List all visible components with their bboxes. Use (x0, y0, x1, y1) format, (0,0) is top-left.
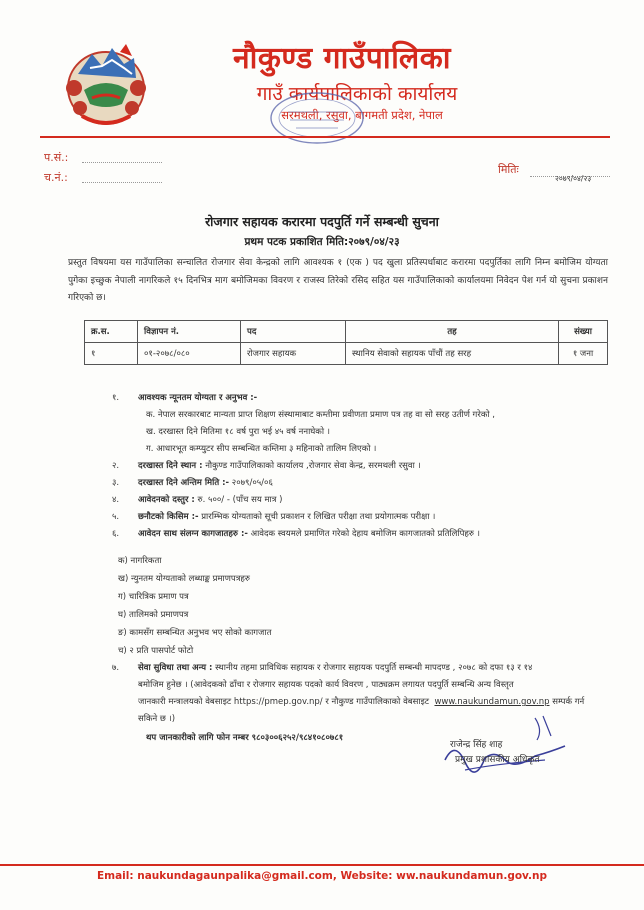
req-3 (138, 477, 273, 488)
req-7-line1 (138, 662, 532, 673)
table-row (85, 343, 608, 365)
date-label: मितिः (498, 163, 519, 176)
table-cell: रोजगार सहायक (241, 343, 346, 365)
req-2-title: दरखास्त दिने स्थान : (138, 461, 203, 471)
req-7-line3b: सम्पर्क गर्न (549, 697, 585, 707)
notice-body: प्रस्तुत विषयमा यस गाउँपालिका सन्चालित रोजगार सेवा केन्द्रको लागि आवश्यक १ (एक ) पद खुला प्रतिस्पर्धाबाट करारमा पदपुर्तिका लागि निम्न बमोजिम योग्यता पुगेका इच्छुक नेपाली नागरिकले १५ दिनभित्र माग बमोजिमका विवरण र राजस्व तिरेको रसिद सहित यस गाउँपालिकाको कार्यालयमा निवेदन पेश गर्न यो सुचना प्रकाशन गरिएको छ। (68, 258, 608, 303)
notice-published-date: प्रथम पटक प्रकाशित मिति:२०७९/०४/२३ (244, 236, 400, 248)
doc-item: ङ) कामसँग सम्बन्धित अनुभव भए सोको कागजात (118, 628, 272, 638)
req-4 (138, 494, 282, 505)
footer-contact: Email: naukundagaunpalika@gmail.com, Website: ww.naukundamun.gov.np (96, 870, 548, 882)
req-7-line2: बमोजिम हुनेछ । (आवेदकको ढाँचा र रोजगार सहायक पदको कार्य विवरण , पाठ्यक्रम लगायत पदपुर्ति सम्बन्धि अन्य विस्तृत (138, 680, 514, 690)
cn-line (82, 182, 162, 183)
table-header: पद (241, 321, 346, 343)
req-7-line4: सकिने छ ।) (138, 714, 176, 724)
signatory-name: राजेन्द्र सिंह शाह (450, 740, 503, 750)
req-6 (138, 528, 480, 539)
req-1-title: आवश्यक न्यूनतम योग्यता र अनुभव :- (138, 393, 258, 403)
date-value: २०७९/०४/२३ (555, 174, 592, 183)
doc-item: क) नागरिकता (118, 556, 162, 566)
doc-item: ख) न्युनतम योग्यताको लब्धाङ्क प्रमाणपत्रहरु (118, 574, 251, 584)
req-6-title: आवेदन साथ संलग्न कागजातहरु :- (138, 529, 248, 539)
table-cell: १ (85, 343, 138, 365)
ps-label: प.सं.: (44, 151, 69, 164)
cn-label: च.नं.: (44, 171, 68, 184)
signatory-title: प्रमुख प्रशासकीय अधिकृत (455, 755, 540, 765)
req-4-title: आवेदनको दस्तुर : (138, 495, 195, 505)
website-link[interactable]: www.naukundamun.gov.np (434, 697, 550, 707)
req-6-number: ६. (112, 529, 120, 539)
doc-item: ग) चारित्रिक प्रमाण पत्र (118, 592, 189, 602)
req-7-title: सेवा सुविधा तथा अन्य : (138, 663, 213, 673)
table-cell: ०१-२०७८/०८० (138, 343, 241, 365)
footer-divider (0, 864, 644, 866)
table-header: क्र.स. (85, 321, 138, 343)
req-4-text: रु. ५००/ - (पाँच सय मात्र ) (194, 495, 283, 505)
table-header: तह (346, 321, 559, 343)
req-2-text: नौकुण्ड गाउँपालिकाको कार्यालय ,रोजगार सेवा केन्द्र, सरमथली रसुवा । (202, 461, 421, 471)
req-3-number: ३. (112, 478, 120, 488)
req-3-text: २०७९/०५/०६ (229, 478, 273, 488)
contact-phone: थप जानकारीको लागि फोन नम्बर ९८०३००६२५२/९८४१०८०७८१ (146, 733, 344, 743)
req-5-text: प्रारम्भिक योग्यताको सूची प्रकाशन र लिखित परीक्षा तथा प्रयोगात्मक परीक्षा । (198, 512, 436, 522)
req-2 (138, 460, 421, 471)
req-1a: क. नेपाल सरकारबाट मान्यता प्राप्त शिक्षण संस्थामाबाट कम्तीमा प्रवीणता प्रमाण पत्र तह वा सो सरह उतीर्ण गरेको , (146, 410, 495, 420)
req-7-line3a: जानकारी मन्त्रालयको वेबसाइट https://pmep.gov.np/ र नौकुण्ड गाउँपालिकाको वेबसाइट (138, 697, 430, 707)
req-3-title: दरखास्त दिने अन्तिम मिति :- (138, 478, 230, 488)
doc-item: च) २ प्रति पासपोर्ट फोटो (118, 646, 194, 656)
ps-line (82, 162, 162, 163)
doc-item: घ) तालिमको प्रमाणपत्र (118, 610, 189, 620)
req-1c: ग. आधारभूत कम्प्युटर सीप सम्बन्धित कम्तिमा ३ महिनाको तालिम लिएको । (146, 444, 377, 454)
table-cell: १ जना (559, 343, 608, 365)
req-7-text: स्थानीय तहमा प्राविधिक सहायक र रोजगार सहायक पदपुर्ति सम्बन्धी मापदण्ड , २०७८ को दफा १३ र १४ (212, 663, 533, 673)
req-1b: ख. दरखास्त दिने मितिमा १८ वर्ष पुरा भई ४५ वर्ष ननाघेको । (146, 427, 330, 437)
req-6-text: आवेदक स्वयमले प्रमाणित गरेको देहाय बमोजिम कागजातको प्रतिलिपिहरु । (247, 529, 480, 539)
req-5 (138, 511, 435, 522)
municipality-title: नौकुण्ड गाउँपालिका (232, 41, 452, 76)
req-5-title: छनौटको किसिम :- (138, 512, 199, 522)
table-cell: स्थानिय सेवाको सहायक पाँचौं तह सरह (346, 343, 559, 365)
office-address: सरमथली, रसुवा, बागमती प्रदेश, नेपाल (281, 108, 443, 122)
req-7-number: ७. (112, 663, 120, 673)
req-4-number: ४. (112, 495, 120, 505)
position-table (84, 320, 608, 365)
req-2-number: २. (112, 461, 120, 471)
table-header: संख्या (559, 321, 608, 343)
table-header-row (85, 321, 608, 343)
office-name: गाउँ कार्यपालिकाको कार्यालय (256, 83, 458, 105)
table-header: विज्ञापन नं. (138, 321, 241, 343)
office-stamp-seal (268, 90, 366, 146)
req-5-number: ५. (112, 512, 120, 522)
notice-title: रोजगार सहायक करारमा पदपुर्ति गर्ने सम्बन्धी सुचना (205, 214, 439, 229)
req-1-number: १. (112, 393, 120, 403)
letterhead-divider (40, 136, 610, 138)
